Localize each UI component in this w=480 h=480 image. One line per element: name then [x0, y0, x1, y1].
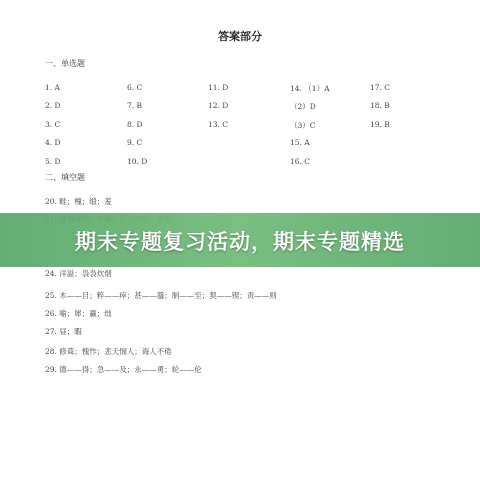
section-heading-fill-blank: 二、填空题	[45, 173, 85, 182]
answer-item: 13. C	[208, 120, 229, 129]
fill-answer: 20. 畦；槐；缎；羞	[45, 197, 112, 206]
answer-item: 6. C	[127, 83, 143, 92]
answer-item: 5. D	[45, 157, 61, 166]
answer-item: 8. D	[127, 120, 143, 129]
answer-item: 7. B	[127, 101, 143, 110]
answer-item: （2）D	[290, 102, 316, 111]
answer-item: 15. A	[290, 138, 310, 147]
answer-item: 1. A	[45, 83, 60, 92]
fill-answer: 28. 修葺；愧怍；悲天悯人；诲人不倦	[45, 347, 172, 356]
answer-item: 9. C	[127, 138, 143, 147]
answer-item: （3）C	[290, 121, 316, 130]
promo-banner-text: 期末专题复习活动，期末专题精选	[75, 230, 405, 254]
fill-answer: 29. 德——得；急——及；永——勇；轮——伦	[45, 365, 202, 374]
answer-item: 10. D	[127, 157, 148, 166]
fill-answer: 24. 洋溢；袅袅炊烟	[45, 269, 112, 278]
answer-item: 16. C	[290, 157, 311, 166]
fill-answer: 26. 喻；犀；赢；绌	[45, 309, 112, 318]
fill-answer: 27. 昼；暇	[45, 327, 82, 336]
section-heading-single-choice: 一、单选题	[45, 59, 85, 68]
answer-item: 2. D	[45, 101, 61, 110]
answer-item: 12. D	[208, 101, 229, 110]
answer-item: 18. B	[370, 101, 390, 110]
answer-item: 17. C	[370, 83, 391, 92]
document-title: 答案部分	[218, 30, 262, 43]
answer-item: 3. C	[45, 120, 61, 129]
answer-item: 19. B	[370, 120, 390, 129]
answer-item: 4. D	[45, 138, 61, 147]
answer-item: 11. D	[208, 83, 229, 92]
answer-item: 14. （1）A	[290, 84, 330, 93]
fill-answer: 25. 木——目；粹——瘁；甚——蜃；制——至；契——锲；责——则	[45, 291, 277, 300]
